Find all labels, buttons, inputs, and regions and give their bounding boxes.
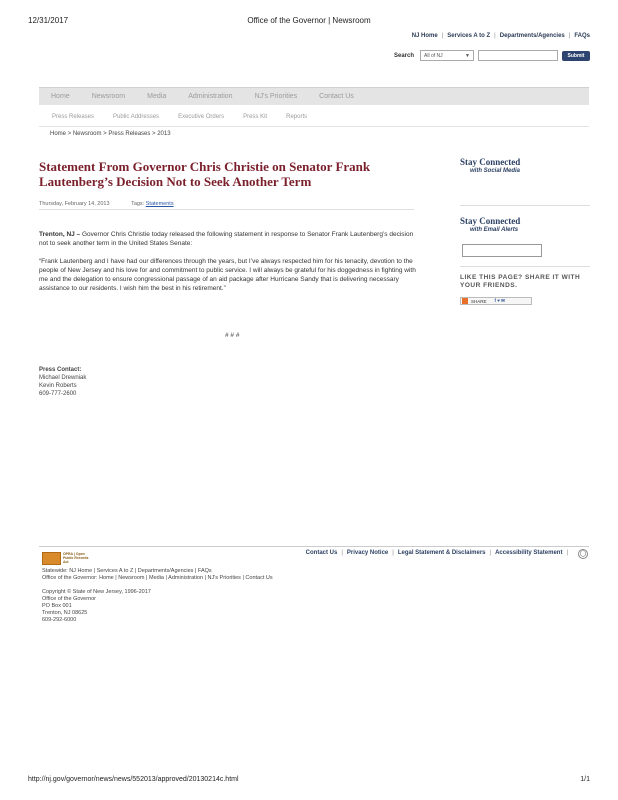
nav-home[interactable]: Home (51, 93, 70, 100)
search-bar (394, 50, 590, 61)
breadcrumb[interactable]: Home > Newsroom > Press Releases > 2013 (50, 131, 171, 137)
press-contact-line: Michael Drewniak (39, 375, 87, 381)
footer-nav (42, 568, 273, 582)
opra-line: OPRA | Open (62, 552, 85, 556)
footer-address (42, 589, 151, 624)
search-label: Search (393, 52, 414, 59)
subnav-public-addresses[interactable]: Public Addresses (113, 114, 160, 120)
press-contact-line: Kevin Roberts (39, 383, 77, 389)
separator: | (441, 33, 444, 39)
nav-newsroom[interactable]: Newsroom (91, 93, 126, 100)
footer-links (306, 550, 572, 556)
chevron-down-icon: ▼ (465, 52, 470, 59)
tag-link-statements[interactable]: Statements (145, 201, 174, 207)
print-url: http://nj.gov/governor/news/news/552013/approved/20130214c.html (28, 776, 239, 783)
email-alert-input[interactable] (462, 244, 542, 257)
separator: | (489, 550, 492, 556)
print-page-number: 1/1 (580, 776, 590, 783)
opra-icon (42, 552, 61, 565)
stay-connected-social-title: Stay Connected (460, 157, 521, 167)
footer-phone: 609-292-6000 (42, 617, 77, 623)
share-icon (462, 298, 468, 304)
divider (460, 205, 590, 206)
link-faqs[interactable]: FAQs (574, 33, 590, 39)
subnav-executive-orders[interactable]: Executive Orders (178, 114, 225, 120)
footer-link-contact-us[interactable]: Contact Us (305, 550, 338, 556)
search-scope-value: All of NJ (424, 52, 443, 59)
separator: | (392, 550, 394, 556)
link-nj-home[interactable]: NJ Home (411, 33, 438, 39)
link-services-a-to-z[interactable]: Services A to Z (447, 33, 491, 39)
address-line: Trenton, NJ 08625 (42, 610, 88, 616)
nav-nj-priorities[interactable]: NJ's Priorities (254, 93, 298, 100)
search-scope-select[interactable] (420, 50, 474, 61)
print-date: 12/31/2017 (28, 16, 69, 25)
separator: | (566, 550, 568, 556)
address-line: Office of the Governor (42, 596, 97, 602)
separator: | (494, 33, 496, 39)
article-paragraph (39, 230, 419, 248)
press-contact-title: Press Contact: (39, 367, 82, 373)
separator: | (341, 550, 343, 556)
dateline: Trenton, NJ – (39, 231, 81, 238)
divider (39, 126, 589, 127)
tags-label: Tags: (131, 201, 145, 207)
print-title: Office of the Governor | Newsroom (247, 16, 371, 25)
stay-connected-social-subtitle: with Social Media (470, 168, 521, 174)
nav-administration[interactable]: Administration (188, 93, 233, 100)
accessibility-icon[interactable]: ◯ (579, 551, 587, 557)
press-contact (39, 366, 86, 398)
subnav-press-kit[interactable]: Press Kit (243, 114, 268, 120)
footer-office-links[interactable]: Office of the Governor: Home | Newsroom | Media | Administration | NJ's Priorities | Contact Us (42, 575, 273, 581)
footer-statewide-links[interactable]: Statewide: NJ Home | Services A to Z | Departments/Agencies | FAQs (42, 568, 212, 574)
end-mark: # # # (225, 332, 240, 339)
stay-connected-email-subtitle: with Email Alerts (470, 227, 519, 233)
main-nav (39, 87, 589, 105)
search-input[interactable] (478, 50, 558, 61)
copyright: Copyright © State of New Jersey, 1996-2017 (42, 589, 151, 595)
stay-connected-email-title: Stay Connected (460, 216, 521, 226)
address-line: PO Box 001 (42, 603, 72, 609)
social-services-icons: f ♥ ✉ (494, 298, 505, 303)
opra-logo-text (63, 552, 90, 564)
footer-link-accessibility[interactable]: Accessibility Statement (495, 550, 563, 556)
nav-media[interactable]: Media (147, 93, 167, 100)
nav-contact-us[interactable]: Contact Us (319, 93, 354, 100)
article-intro: Governor Chris Christie today released the following statement in response to Senator Frank Lautenberg’s decision not to seek another term in the United States Senate: (39, 231, 414, 247)
share-label: SHARE (471, 298, 487, 304)
press-contact-phone: 609-777-2600 (39, 391, 77, 397)
page-title: Statement From Governor Chris Christie on Senator Frank Lautenberg’s Decision Not to Seek Another Term (39, 159, 371, 189)
article-date: Thursday, February 14, 2013 (39, 201, 110, 207)
search-submit-button[interactable]: Submit (562, 51, 590, 61)
separator: | (568, 33, 571, 39)
subnav-press-releases[interactable]: Press Releases (52, 114, 95, 120)
share-prompt: LIKE THIS PAGE? SHARE IT WITH YOUR FRIENDS. (460, 274, 581, 289)
subnav-reports[interactable]: Reports (286, 114, 308, 120)
opra-logo[interactable] (42, 551, 90, 565)
footer-link-legal-statement[interactable]: Legal Statement & Disclaimers (397, 550, 486, 556)
sub-nav (52, 114, 326, 120)
article-quote: “Frank Lautenberg and I have had our differences through the years, but I’ve always respected him for his tenacity, devotion to the people of New Jersey and his love for and commitment to public service. I will always be grateful for his doggedness in fighting with me and the delegation to ensure congressional passage of an aid package after Hurricane Sandy that is delivering necessary assistance to our residents. I wish him the best in his retirement.” (39, 258, 416, 292)
opra-line: Public Records Act (62, 556, 89, 564)
divider (460, 266, 590, 267)
utility-links (412, 33, 590, 39)
article-meta (39, 201, 414, 210)
divider (39, 546, 589, 547)
link-departments-agencies[interactable]: Departments/Agencies (499, 33, 565, 39)
share-button[interactable] (460, 297, 532, 305)
footer-link-privacy-notice[interactable]: Privacy Notice (346, 550, 389, 556)
